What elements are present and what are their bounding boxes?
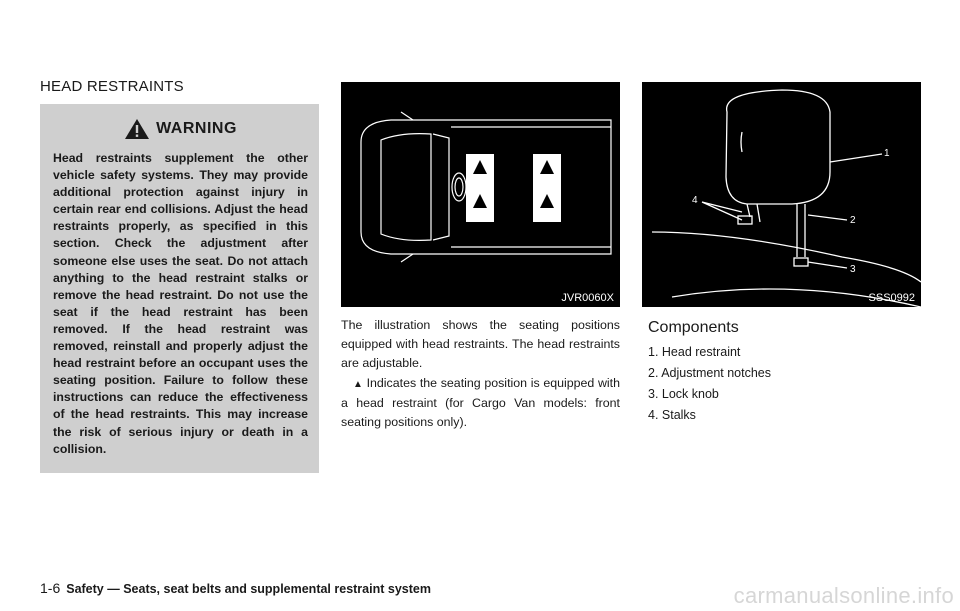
triangle-marker-icon: ▲ (353, 379, 363, 390)
seating-positions-paragraph: The illustration shows the seating positions equipped with head restraints. The head restraints are adjustable. (341, 318, 620, 370)
section-name: Safety — Seats, seat belts and supplemental restraint system (66, 582, 431, 596)
callout-1: 1 (884, 148, 890, 159)
warning-text: Head restraints supplement the other vehicle safety systems. They may provide additional protection against injury in certain rear end collisions. Adjust the head restraints properly, as specified in this section. Check the adjustment after someone else uses the seat. Do not attach anything to the head restraint stalks or remove the head restraint. Do not use the seat if the head restraint has been removed. If the head restraint was removed, reinstall and properly adjust the head restraint before an occupant uses the seating position. Failure to follow these instructions can reduce the effectiveness of the head restraints. This may increase the risk of serious injury or death in a collision. (53, 151, 308, 456)
vehicle-top-view-figure (341, 82, 620, 307)
components-title: Components (648, 319, 739, 336)
section-title: HEAD RESTRAINTS (40, 78, 184, 95)
warning-triangle-icon (124, 118, 150, 140)
indicator-paragraph (341, 374, 620, 432)
list-item: 2. Adjustment notches (648, 366, 771, 380)
callout-2: 2 (850, 215, 856, 226)
page-footer (40, 580, 431, 596)
page-number: 1-6 (40, 580, 61, 596)
components-list (648, 342, 771, 426)
vehicle-top-view-illustration (341, 82, 620, 307)
list-item: 3. Lock knob (648, 387, 719, 401)
figure-code: SSS0992 (868, 292, 915, 304)
warning-title: WARNING (156, 120, 237, 137)
warning-box (40, 104, 319, 473)
list-item: 4. Stalks (648, 408, 696, 422)
head-restraint-illustration (642, 82, 921, 307)
warning-header (53, 118, 308, 140)
head-restraint-figure (642, 82, 921, 307)
list-item: 1. Head restraint (648, 345, 741, 359)
callout-4: 4 (692, 195, 698, 206)
figure-code: JVR0060X (561, 292, 614, 304)
indicator-text: Indicates the seating position is equipped with a head restraint (for Cargo Van models: front seating positions only). (341, 376, 620, 429)
callout-3: 3 (850, 264, 856, 275)
watermark: carmanualsonline.info (733, 583, 954, 608)
